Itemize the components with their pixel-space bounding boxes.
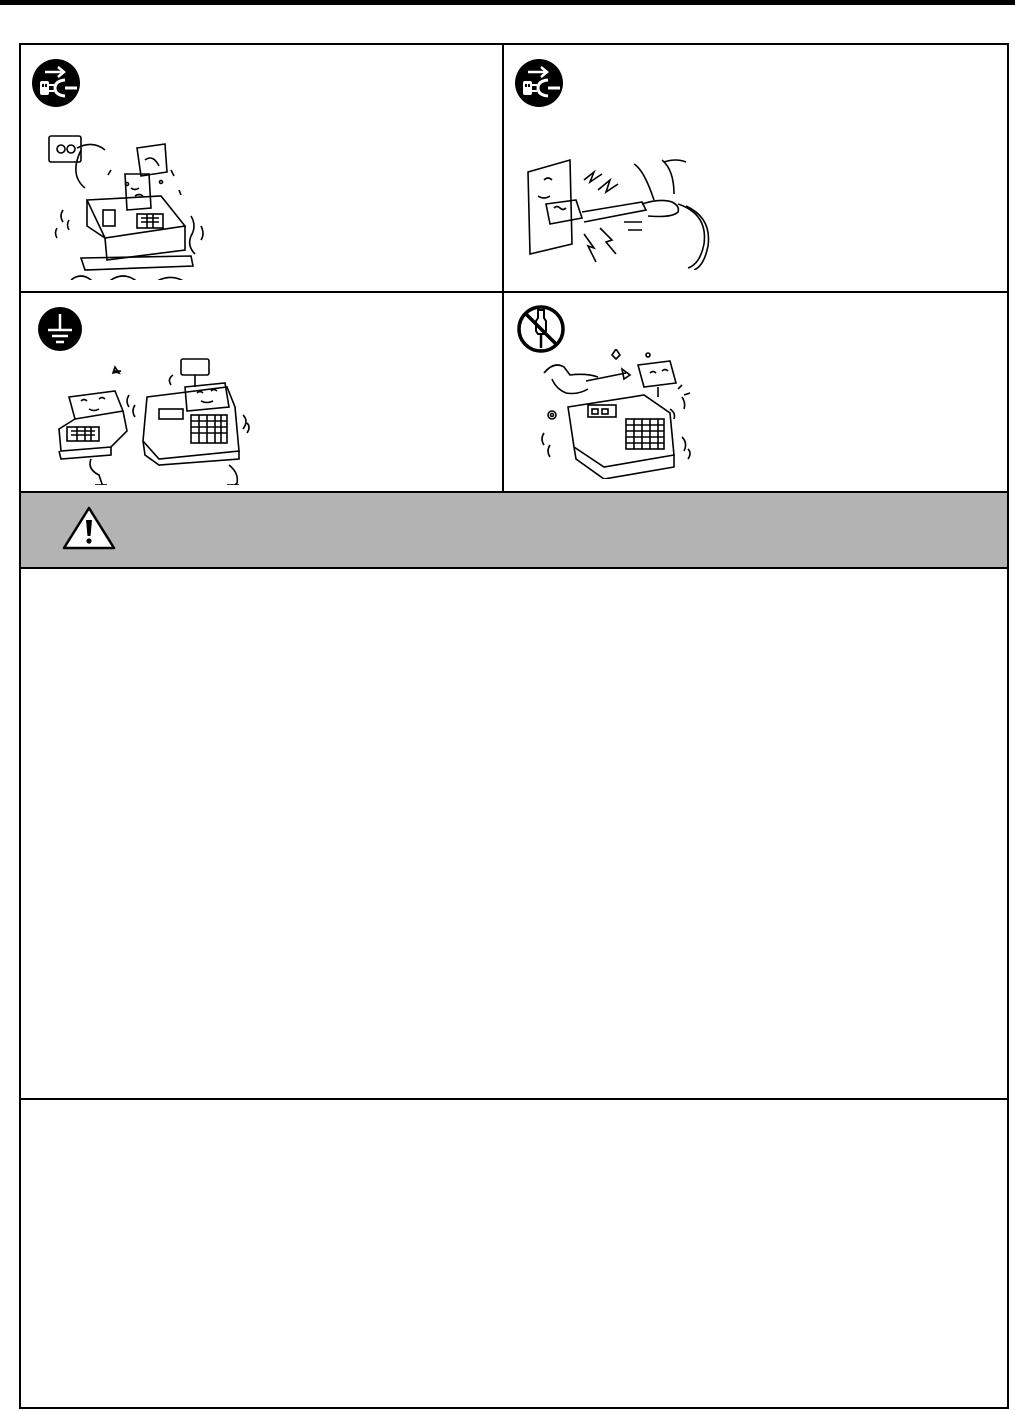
panel-wet-register (21, 45, 502, 291)
caution-triangle-icon (61, 505, 117, 551)
damaged-plug-sparks-illustration (524, 150, 724, 270)
safety-precautions-table (19, 43, 1009, 1409)
ground-icon (37, 306, 83, 352)
caution-content-section (21, 569, 1007, 1098)
unplug-icon (31, 58, 81, 108)
notes-content-section (21, 1100, 1007, 1407)
no-disassembly-icon (516, 304, 566, 354)
panel-grounding (21, 293, 502, 491)
wet-register-illustration (41, 130, 211, 280)
panel-damaged-plug (504, 45, 1007, 291)
header-rule (0, 0, 1015, 5)
panel-no-disassembly (504, 293, 1007, 491)
grounded-registers-illustration (51, 355, 251, 485)
disassembly-screwdriver-illustration (534, 349, 704, 479)
unplug-icon (514, 58, 564, 108)
caution-heading-bar (21, 493, 1007, 567)
